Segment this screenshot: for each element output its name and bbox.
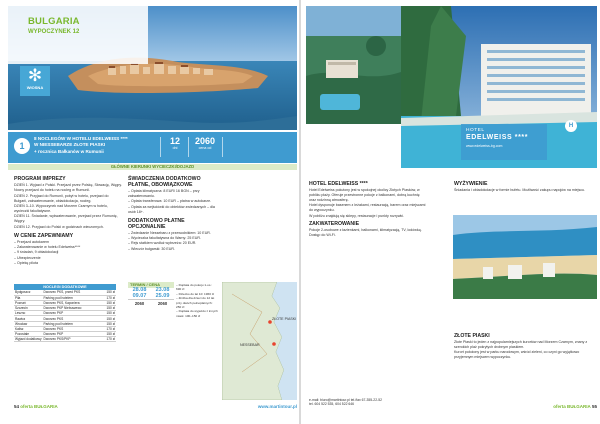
hotel-photo-aerial [306, 6, 401, 124]
divider [222, 137, 223, 157]
table-cell: Poznań [14, 300, 43, 305]
page-number: 55 [591, 404, 597, 409]
map-illustration [222, 282, 297, 400]
termin-date: 09.07 [132, 292, 147, 299]
termin-note: – Dopłata do wyjazdu z innych miast: 100–150 zł [176, 309, 218, 318]
hotel-heading: HOTEL EDELWEISS **** [309, 181, 368, 187]
food-column [454, 178, 597, 193]
table-cell: Wyjazd dodatkowy [15, 337, 42, 342]
aerial-illustration [306, 6, 401, 124]
paid-item: – Wycieczka fakultatywna do Warny: 25 EUR. [128, 235, 201, 240]
food-heading: WYŻYWIENIE [454, 181, 488, 187]
extras-column [128, 173, 216, 252]
hotel-url[interactable]: www.edelweiss-bg.com [466, 144, 503, 148]
table-cell: Pozostałe [14, 332, 43, 337]
offer-bar [8, 132, 297, 163]
table-cell: Piła [14, 295, 43, 300]
includes-item: – Opiekę pilota [14, 261, 38, 266]
termin-note: – Zniżka dla dzieci do 12 lat przy dwóch pełnopłatnych: 250 zł [176, 296, 215, 310]
program-paragraph: DZIEŃ 12. Przyjazd do Polski w godzinach wieczornych. [14, 224, 104, 229]
rooms-heading: ZAKWATEROWANIE [309, 221, 360, 228]
table-cell: Parking pod hotelem [43, 295, 104, 300]
termin-price: 2060 [134, 300, 145, 306]
termin-note: – Dopłata do pokoju 1-os.: 690 zł [176, 283, 213, 292]
offer-description [34, 136, 154, 155]
zp-heading: ZŁOTE PIASKI [454, 333, 490, 339]
table-cell: Kalisz [14, 326, 43, 331]
divider [188, 137, 189, 157]
paid-item: – Rejs statkiem wzdłuż wybrzeża: 20 EUR. [128, 241, 197, 246]
table-cell: 150 zł [104, 300, 116, 305]
includes-item: – Przejazd autokarem [14, 239, 49, 244]
hotel-description-column [309, 178, 427, 239]
table-cell: 170 zł [104, 295, 116, 300]
left-page [0, 0, 299, 424]
price-value: 2060 [194, 136, 216, 146]
termin-note: – Dziecko do lat 10: 1960 zł [176, 291, 215, 296]
termin-date-col [151, 288, 174, 299]
right-page [301, 0, 600, 424]
termin-date: 23.08 [155, 287, 170, 293]
termin-price: 2060 [157, 300, 168, 306]
map-label-a: ZŁOTE PIASKI [272, 317, 297, 321]
page-title: BULGARIA [28, 16, 80, 27]
table-cell: 170 zł [104, 337, 116, 342]
days-block [166, 136, 184, 150]
includes-item: – Ubezpieczenie [14, 255, 41, 260]
table-cell: Dworzec PKP Niebuszewo [43, 306, 104, 311]
rooms-text: Pokoje 2-osobowe z łazienkami, balkonami, klimatyzacją, TV, lodówką. Dostęp do Wi-Fi. [309, 228, 422, 238]
beach-illustration [453, 215, 597, 299]
table-cell: Dworzec PKS, przed PKS [43, 290, 104, 295]
map-label-b: NESSEBAR [240, 343, 260, 347]
program-paragraph: DZIEŃ 1. Wyjazd z Polski. Przejazd przez Polskę, Słowację, Węgry. [14, 183, 122, 187]
termin-dates [128, 288, 174, 299]
paid-heading: DODATKOWO PŁATNE OPCJONALNIE [128, 217, 185, 230]
extra-item: – Opłata transferowa: 10 EUR – płatna w autokarze. [128, 199, 212, 204]
table-cell: 170 zł [104, 326, 116, 331]
days-value: 12 [169, 136, 180, 146]
table-cell: 150 zł [104, 290, 116, 295]
table-cell: Szczecin [14, 306, 43, 311]
title-box [8, 6, 148, 64]
season-label: WIOSNA [26, 85, 44, 90]
paid-item: – Zwiedzanie Nessebaru z przewodnikiem: 10 EUR. [128, 230, 211, 235]
costs-table [14, 290, 116, 342]
footer-brand: oferta BUŁGARIA [553, 404, 591, 409]
season-badge [20, 66, 50, 96]
table-cell: Dworzec PKS/PKP [43, 337, 104, 342]
table-row [14, 337, 116, 342]
includes-item: – 9 śniadań, 9 obiadokolacji [14, 250, 59, 255]
golden-sands-column [454, 330, 597, 361]
includes-item: – Zakwaterowanie w hotelu Edelweiss**** [14, 245, 81, 250]
snowflake-icon: ✻ [27, 66, 43, 85]
table-cell: Parking pod hotelem [43, 321, 104, 326]
table-cell: 150 zł [104, 316, 116, 321]
table-cell: Dworzec PKS [43, 326, 104, 331]
hotel-name: EDELWEISS **** [466, 134, 529, 141]
table-cell: Leszno [14, 311, 43, 316]
footer-url[interactable]: www.martintour.pl [257, 404, 297, 409]
days-label: dni [172, 146, 178, 150]
hotel-paragraph: W pobliżu znajdują się sklepy, restauracje i punkty rozrywki. [309, 213, 405, 218]
termin-notes [176, 283, 218, 318]
termin-date: 28.08 [132, 287, 147, 293]
table-cell: Bydgoszcz [14, 290, 43, 295]
table-cell: 150 zł [104, 321, 116, 326]
hotel-paragraph: Hotel dysponuje basenem z leżakami, restauracją, barem oraz miejscami do wypoczynku. [309, 203, 426, 213]
extra-item: – Opłata za wejściówki do obiektów zwiedzanych – dla osób 18+. [128, 204, 215, 214]
hotel-icon: H [565, 120, 577, 132]
left-footer [14, 404, 297, 412]
costs-header: NOCLEGI DODATKOWE [14, 284, 116, 290]
table-cell: Dworzec PKS [43, 316, 104, 321]
table-cell: 150 zł [104, 306, 116, 311]
offer-line: 8 NOCLEGÓW W HOTELU EDELWEISS **** [34, 136, 128, 141]
map-marker-icon [272, 342, 276, 346]
offer-line: W NIESSEBARZE ZŁOTE PIASKI [34, 142, 106, 148]
table-cell: Wrocław [14, 321, 43, 326]
program-column [14, 173, 122, 267]
beach-photo [453, 215, 597, 299]
table-cell: Dworzec PKP [43, 311, 104, 316]
extra-item: – Opłata klimatyczna: 8 EUR/ 16 BGN – przy zakwaterowaniu. [128, 189, 200, 198]
hotel-name-box [461, 124, 547, 160]
termin-date: 25.09 [155, 292, 170, 299]
contact-line: e-mail: biuro@martintour.pl tel./fax 67-355-22-52 [309, 398, 382, 402]
price-block [192, 136, 218, 150]
location-map [222, 282, 297, 400]
paid-item: – Wieczór bułgarski: 30 EUR. [128, 246, 175, 251]
table-cell: 150 zł [104, 311, 116, 316]
program-paragraph: DZIEŃ 2. Przyjazd do Rumunii, pobyt w hotelu, przejazd do Bułgarii, zakwaterowanie, obiadokolacja, nocleg. [14, 193, 109, 203]
program-paragraph: DZIEŃ 11. Śniadanie, wykwaterowanie, przejazd przez Rumunię, Węgry. [14, 214, 118, 224]
termin-date-col [128, 288, 151, 299]
termin-prices [128, 299, 174, 306]
table-cell: Dworzec PKP [43, 332, 104, 337]
hotel-label: HOTEL [466, 128, 485, 133]
page-number: 54 [14, 404, 20, 409]
extra-heading: ŚWIADCZENIA DODATKOWO PŁATNE, OBOWIĄZKOWE [128, 176, 201, 188]
right-footer-block [553, 404, 597, 409]
zp-paragraph: Kurort położony jest w parku narodowym, wśród zieleni, co czyni go wyjątkowo przyjemnym miejscem wypoczynku. [454, 350, 580, 360]
offer-number: 1 [14, 138, 30, 154]
program-heading: PROGRAM IMPREZY [14, 176, 66, 182]
right-footer [309, 398, 597, 412]
table-cell: Dworzec PKS, Kaponiera [43, 300, 104, 305]
termin-header: TERMIN / CENA [128, 282, 174, 288]
includes-heading: W CENIE ZAPEWNIAMY [14, 232, 74, 239]
hotel-paragraph: Hotel Edelweiss położony jest w spokojnej okolicy Złotych Piasków, w pobliżu plaży. Oferuje przestronne pokoje z balkonami, dobrą kuchnię oraz rodzinną atmosferę. [309, 188, 420, 202]
table-cell: Rawicz [14, 316, 43, 321]
program-paragraph: Nocny przejazd do hotelu na nocleg w Rumunii. [14, 188, 90, 193]
offer-line: + rocznica Bałkanów w Rumunii [34, 148, 104, 154]
contact-line: tel. 604 522 535, 604 522 646 [309, 402, 355, 407]
food-text: Śniadania i obiadokolacje w formie bufetu. Możliwość zakupu napojów na miejscu. [454, 188, 586, 192]
section-bar: GŁÓWNE KIERUNKI WYCIECZKI/DOJAZD [8, 164, 297, 170]
zp-paragraph: Złote Piaski to jeden z najpopularniejszych kurortów nad Morzem Czarnym, znany z szerokich plaż pokrytych drobnym piaskiem. [454, 340, 588, 349]
page-subtitle: WYPOCZYNEK 12 [28, 29, 80, 35]
footer-brand: oferta BUŁGARIA [20, 404, 58, 409]
termin-table [128, 282, 174, 306]
contact-info [309, 398, 382, 406]
table-cell: 150 zł [104, 332, 116, 337]
price-label: cena od [198, 146, 212, 150]
program-paragraph: DZIEŃ 3–10. Wypoczynek nad Morzem Czarnym w hotelu, wycieczki fakultatywne. [14, 204, 108, 214]
divider [160, 137, 161, 157]
